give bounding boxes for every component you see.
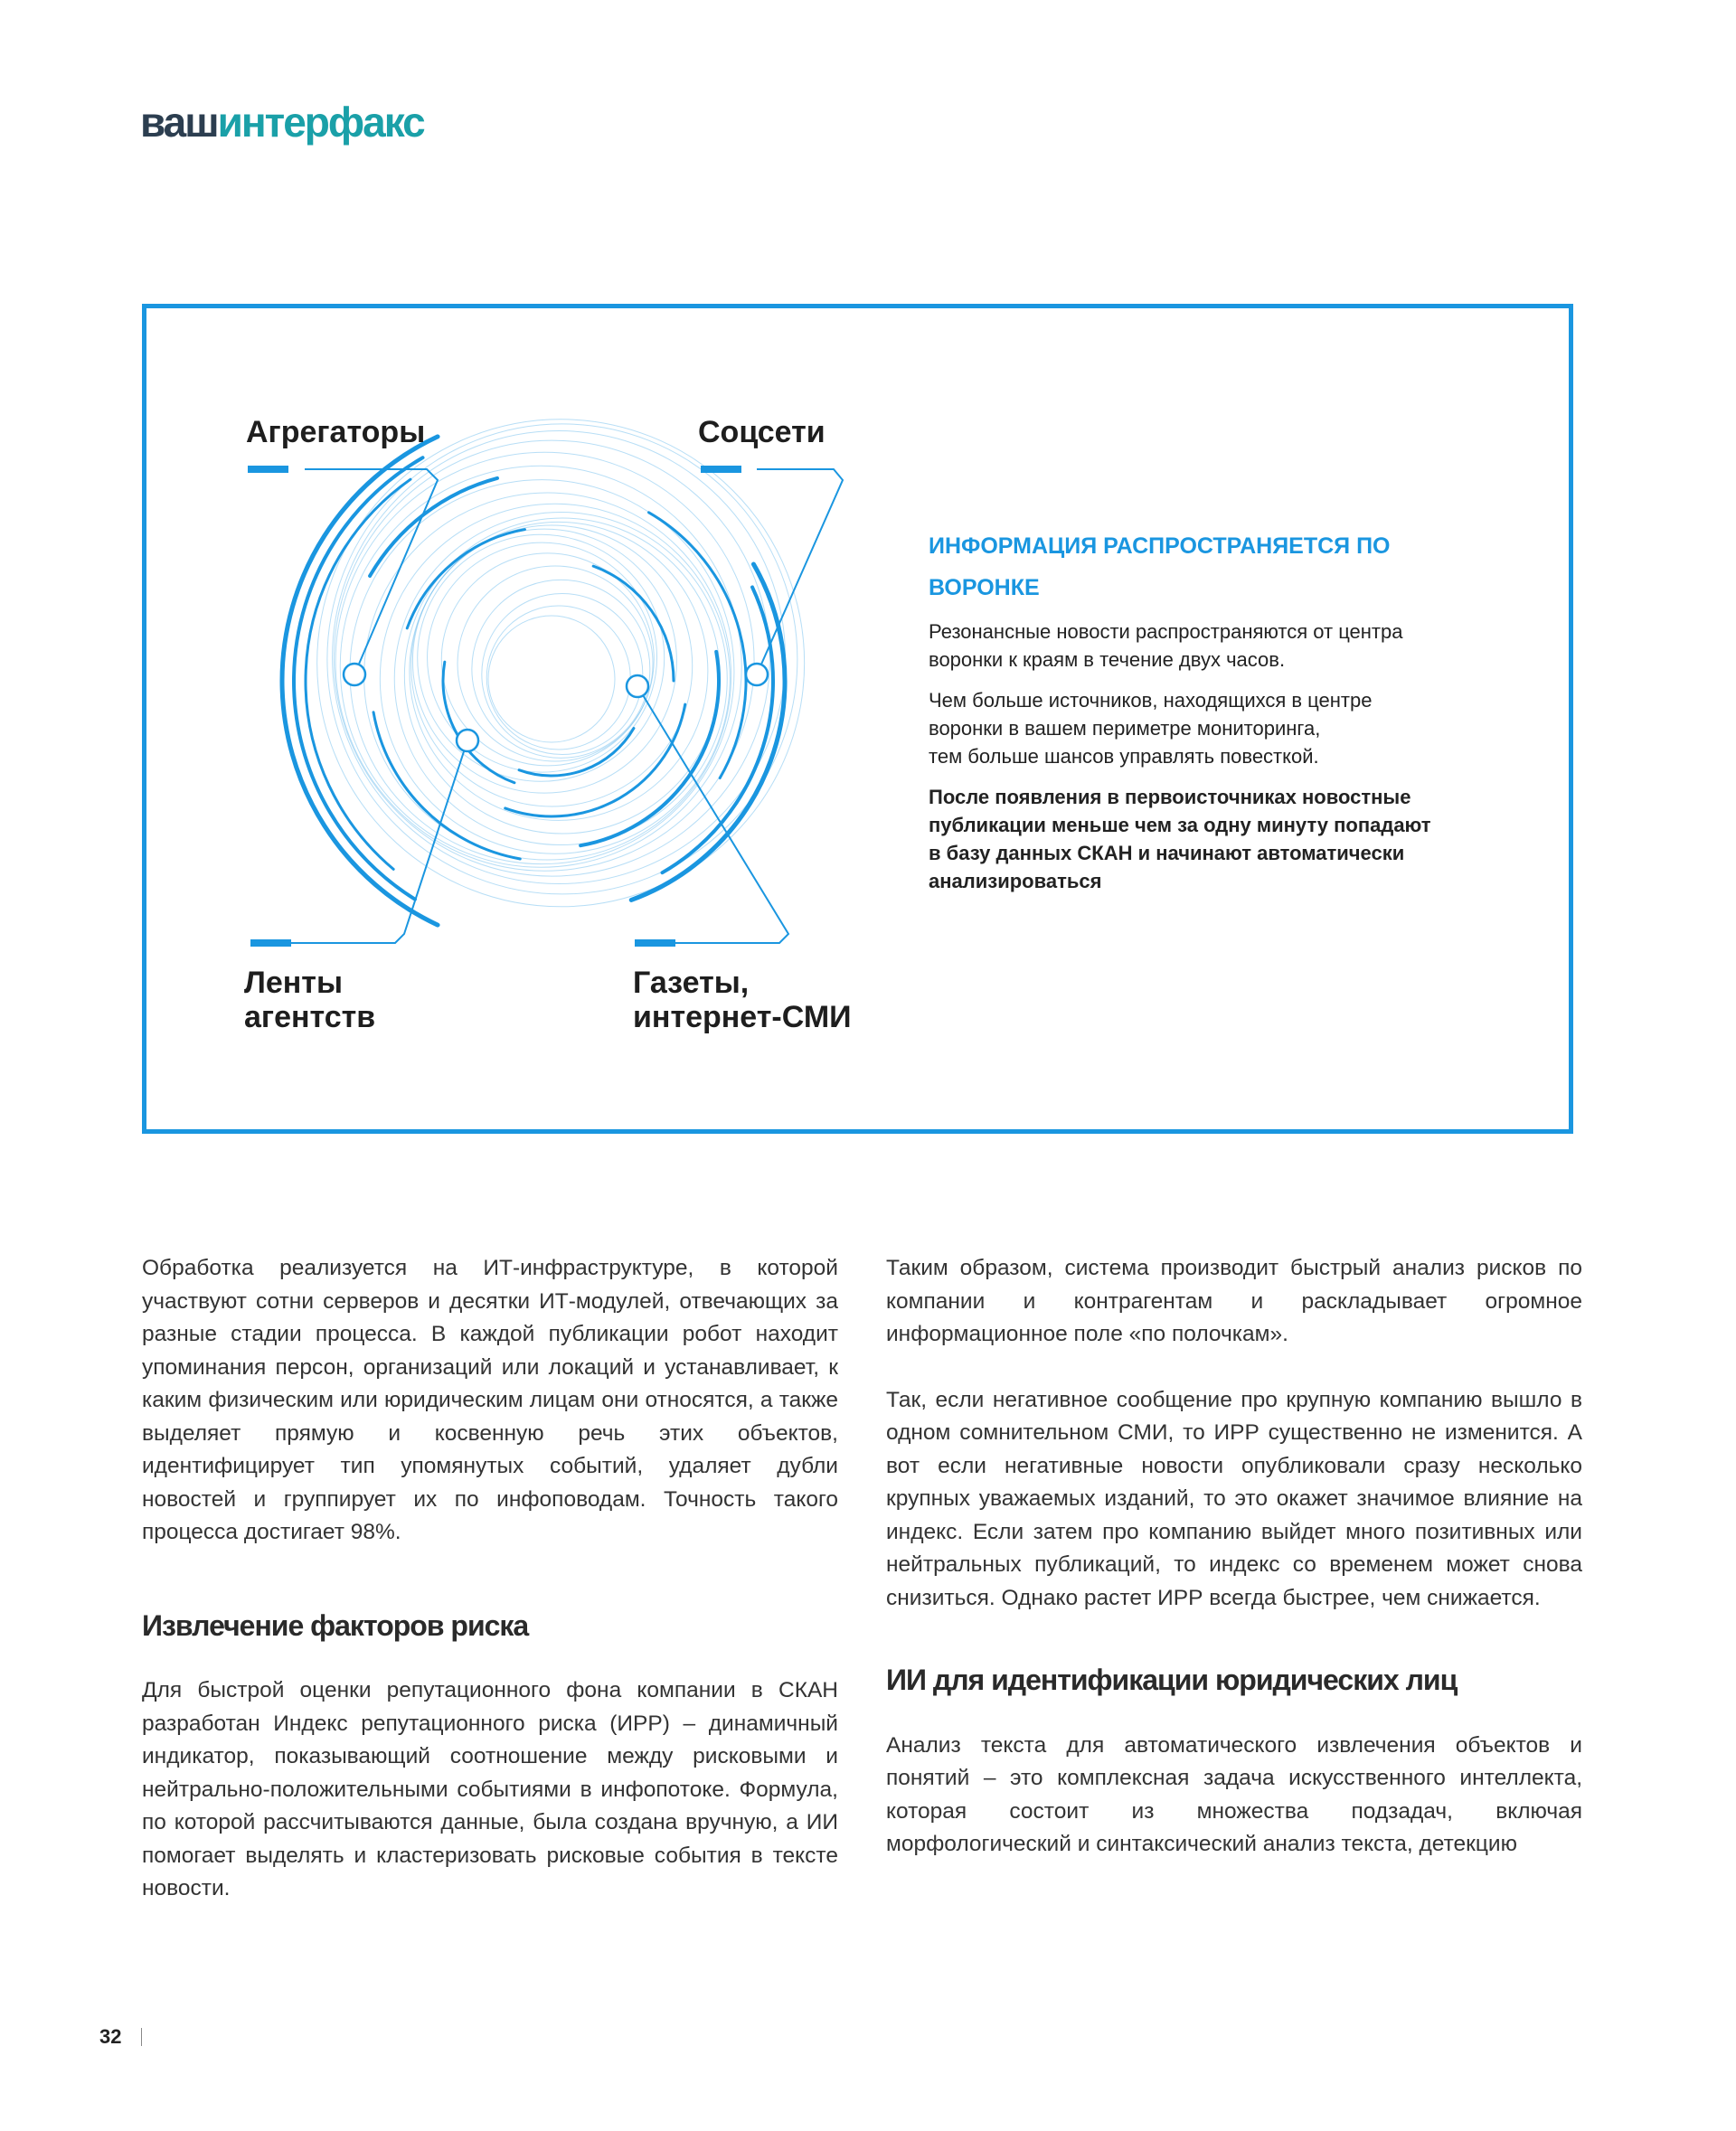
- right-paragraph-2: Так, если негативное сообщение про крупную компанию вышло в одном сомнительном СМИ, то ИРР существенно не изменится. А вот если негативные новости опубликовали сразу несколько крупных уважаемых изданий, то это окажет значимое влияние на индекс. Если затем про компанию выйдет много позитивных или нейтральных публикаций, то индекс со временем может снова снизиться. Однако растет ИРР всегда быстрее, чем снижается.: [886, 1387, 1582, 1610]
- funnel-ring: [394, 513, 727, 845]
- funnel-ring: [334, 440, 769, 876]
- right-column: [886, 1252, 1582, 1862]
- funnel-ring: [380, 504, 730, 853]
- heading-risk-factors: Извлечение факторов риска: [142, 1608, 529, 1642]
- infographic-paragraph-2: Чем больше источников, находящихся в центре воронки в вашем периметре мониторинга, тем больше шансов управлять повесткой.: [929, 689, 1373, 768]
- funnel-arc: [373, 712, 520, 859]
- connector-social: [757, 469, 843, 674]
- funnel-ring: [472, 580, 650, 758]
- funnel-ring: [327, 424, 797, 894]
- funnel-arc: [519, 729, 634, 776]
- infographic-box: [142, 304, 1573, 1134]
- label-social: Соцсети: [698, 415, 826, 449]
- heading-ai-legal-entities: ИИ для идентификации юридических лиц: [886, 1664, 1458, 1696]
- funnel-ring: [482, 593, 643, 754]
- dash-agencies: [250, 939, 291, 947]
- funnel-arc: [370, 478, 497, 576]
- logo-part-2: интерфакс: [217, 99, 424, 146]
- node-agencies: [457, 730, 478, 751]
- dash-social: [701, 466, 741, 473]
- infographic-heading: ИНФОРМАЦИЯ РАСПРОСТРАНЯЕТСЯ ПО ВОРОНКЕ: [929, 533, 1391, 600]
- dash-aggregators: [248, 466, 288, 473]
- page-number: 32: [99, 2025, 122, 2048]
- label-aggregators: Агрегаторы: [246, 415, 426, 449]
- infographic-paragraph-1: Резонансные новости распространяются от центра воронки к краям в течение двух часов.: [929, 620, 1403, 671]
- node-newspapers: [627, 675, 648, 697]
- node-social: [746, 664, 768, 685]
- funnel-ring: [486, 606, 630, 750]
- label-agencies: Ленты агентств: [244, 966, 376, 1034]
- label-newspapers: Газеты, интернет-СМИ: [633, 966, 852, 1034]
- infographic-paragraph-3: После появления в первоисточниках новостные публикации меньше чем за одну минуту попадают в базу данных СКАН и начинают автоматически анализироваться: [929, 786, 1431, 892]
- right-paragraph-3: Анализ текста для автоматического извлечения объектов и понятий – это комплексная задача искусственного интеллекта, которая состоит из множества подзадач, включая морфологический и синтаксический анализ текста, детекцию: [886, 1732, 1582, 1856]
- page-number-divider: [141, 2028, 142, 2046]
- dash-newspapers: [635, 939, 675, 947]
- funnel-ring: [488, 616, 615, 742]
- left-paragraph-1: Обработка реализуется на ИТ-инфраструктуре, в которой участвуют сотни серверов и десятки ИТ-модулей, отвечающих за разные стадии процесса. В каждой публикации робот находит упоминания персон, организаций или локаций и устанавливает, к каким физическим или юридическим лицам они относятся, а также выделяет прямую и косвенную речь этих объектов, идентифицирует тип упомянутых событий, удаляет дубли новостей и группирует их по инфоповодам. Точность такого процесса достигает 98%.: [142, 1256, 838, 1544]
- connector-nodes: [344, 664, 768, 751]
- node-aggregators: [344, 664, 365, 685]
- left-paragraph-2: Для быстрой оценки репутационного фона компании в СКАН разработан Индекс репутационного риска (ИРР) – динамичный индикатор, показывающий соотношение между рисковыми и нейтрально-положительными событиями в инфопотоке. Формула, по которой рассчитываются данные, была создана вручную, а ИИ помогает выделять и кластеризовать рисковые события в тексте новости.: [142, 1678, 838, 1900]
- left-column: [142, 1252, 838, 1906]
- logo-part-1: ваш: [140, 99, 218, 146]
- right-paragraph-1: Таким образом, система производит быстрый анализ рисков по компании и контрагентам и раскладывает огромное информационное поле «по полочкам».: [886, 1256, 1582, 1346]
- logo: [140, 98, 424, 146]
- infographic-text: [929, 525, 1525, 908]
- funnel-ring: [412, 529, 676, 793]
